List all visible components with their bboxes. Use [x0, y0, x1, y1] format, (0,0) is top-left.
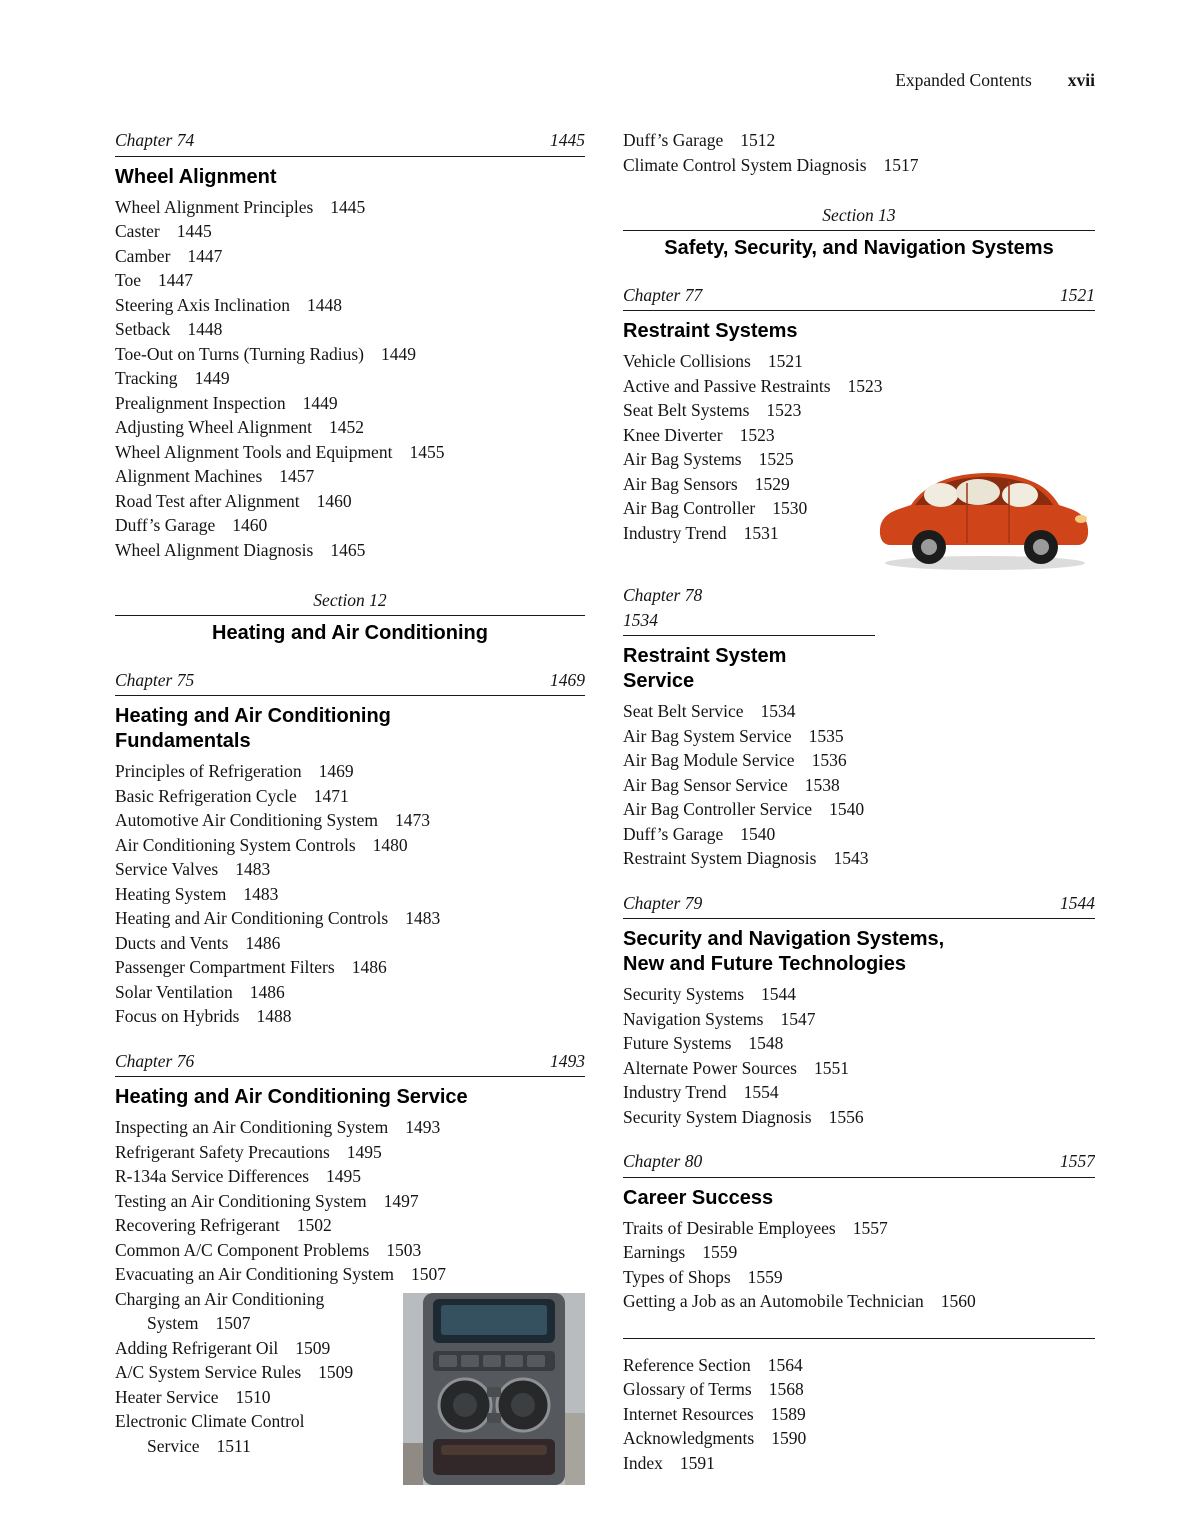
entry-page-number: 1447	[187, 245, 223, 266]
chapter-header	[623, 1149, 1095, 1178]
entry-title: Electronic Climate Control	[115, 1411, 305, 1431]
entry-page-number: 1483	[405, 908, 441, 928]
entry-page-number: 1507	[411, 1264, 447, 1284]
entry-page-number: 1460	[232, 515, 268, 535]
toc-entry	[115, 759, 585, 784]
chapter-title	[115, 704, 585, 754]
entry-page-number: 1512	[740, 130, 776, 150]
entry-title: Service Valves	[115, 859, 219, 879]
entry-page-number: 1557	[852, 1217, 888, 1238]
entry-title: Passenger Compartment Filters	[115, 957, 335, 977]
toc-entry	[115, 415, 585, 440]
toc-entry	[115, 317, 585, 342]
toc-entry	[623, 982, 1095, 1007]
entry-title: Principles of Refrigeration	[115, 761, 302, 781]
entry-title: Alternate Power Sources	[623, 1057, 797, 1078]
entry-title: Solar Ventilation	[115, 981, 233, 1002]
toc-entry-group	[115, 195, 585, 563]
entry-title: Camber	[115, 245, 171, 266]
entry-title: Duff’s Garage	[115, 515, 216, 535]
entry-page-number: 1559	[702, 1242, 738, 1262]
section-header	[115, 588, 585, 646]
entry-title: Air Bag Sensors	[623, 473, 738, 494]
entry-page-number: 1564	[767, 1354, 803, 1375]
toc-entry	[115, 1213, 585, 1238]
entry-title: Internet Resources	[623, 1403, 754, 1424]
toc-entry	[115, 1238, 585, 1263]
chapter-page-number: 1557	[1060, 1151, 1095, 1171]
chapter-title-line: New and Future Technologies	[623, 953, 906, 975]
entry-title: Security Systems	[623, 984, 745, 1004]
airbag-suv-illustration	[875, 457, 1095, 575]
entry-title: Adding Refrigerant Oil	[115, 1337, 279, 1358]
toc-entry	[115, 1140, 585, 1165]
section-label: Section 13	[822, 205, 896, 225]
chapter-header	[623, 891, 1095, 920]
entry-page-number: 1543	[833, 848, 869, 868]
entry-page-number: 1547	[780, 1008, 816, 1029]
toc-entry	[623, 1353, 1095, 1378]
entry-page-number: 1540	[829, 799, 865, 819]
entry-page-number: 1509	[318, 1362, 354, 1382]
entry-title: Caster	[115, 221, 160, 241]
toc-entry	[623, 398, 1095, 423]
entry-title: Recovering Refrigerant	[115, 1215, 280, 1235]
toc-entry	[623, 699, 1095, 724]
chapter-title	[115, 165, 585, 190]
entry-title: Inspecting an Air Conditioning System	[115, 1117, 389, 1137]
toc-entry	[623, 1377, 1095, 1402]
toc-entry	[115, 906, 585, 931]
entry-title: Air Bag Controller Service	[623, 799, 813, 819]
chapter-title-line: Heating and Air Conditioning	[115, 705, 391, 727]
entry-page-number: 1529	[754, 473, 790, 494]
entry-title: Adjusting Wheel Alignment	[115, 417, 313, 437]
section-title: Heating and Air Conditioning	[212, 621, 488, 644]
section-title: Safety, Security, and Navigation Systems	[664, 236, 1054, 259]
entry-page-number: 1488	[256, 1006, 292, 1026]
entry-page-number: 1503	[386, 1239, 422, 1260]
toc-entry	[623, 1240, 1095, 1265]
entry-page-number: 1449	[302, 392, 338, 413]
entry-page-number: 1448	[306, 294, 342, 315]
toc-entry	[115, 219, 585, 244]
entry-title: Air Bag Controller	[623, 498, 756, 518]
toc-entry	[115, 784, 585, 809]
toc-entry	[115, 391, 585, 416]
entry-title: Seat Belt Service	[623, 701, 744, 721]
toc-entry	[623, 128, 1095, 153]
entry-title: Air Bag Systems	[623, 449, 742, 469]
entry-title: Glossary of Terms	[623, 1379, 752, 1399]
entry-title: Charging an Air Conditioning	[115, 1288, 325, 1309]
entry-title: Evacuating an Air Conditioning System	[115, 1264, 395, 1284]
entry-title: Getting a Job as an Automobile Technician	[623, 1291, 924, 1311]
toc-entry	[623, 1216, 1095, 1241]
chapter-page-number: 1445	[550, 130, 585, 150]
entry-title: Tracking	[115, 368, 178, 388]
entry-page-number: 1497	[383, 1190, 419, 1211]
toc-entry	[115, 489, 585, 514]
entry-title: Testing an Air Conditioning System	[115, 1190, 367, 1211]
toc-entry	[115, 955, 585, 980]
entry-title: Focus on Hybrids	[115, 1006, 240, 1026]
chapter-page-number: 1521	[1060, 284, 1095, 305]
entry-page-number: 1591	[679, 1452, 715, 1473]
entry-page-number: 1511	[216, 1435, 251, 1456]
entry-title: Steering Axis Inclination	[115, 294, 290, 315]
section-label: Section 12	[313, 590, 387, 610]
entry-page-number: 1531	[743, 522, 779, 543]
toc-entry	[623, 797, 1095, 822]
chapter-title	[115, 1085, 585, 1110]
toc-entry	[115, 268, 585, 293]
entry-title: Seat Belt Systems	[623, 400, 750, 420]
entry-page-number: 1502	[296, 1215, 332, 1235]
entry-title: Air Bag Module Service	[623, 750, 795, 770]
airbag-deployed-suv-photo	[875, 457, 1095, 575]
entry-title: Duff’s Garage	[623, 823, 724, 844]
chapter-header	[115, 668, 585, 697]
entry-page-number: 1568	[768, 1379, 804, 1399]
toc-entry-group	[623, 1353, 1095, 1476]
entry-title: Active and Passive Restraints	[623, 375, 831, 396]
entry-page-number: 1471	[313, 785, 349, 806]
entry-title: Automotive Air Conditioning System	[115, 810, 378, 830]
entry-page-number: 1448	[187, 319, 223, 339]
entry-title: Industry Trend	[623, 1082, 727, 1102]
section-header	[623, 203, 1095, 261]
toc-entry	[115, 882, 585, 907]
toc-entry	[115, 1115, 585, 1140]
toc-entry	[623, 1402, 1095, 1427]
entry-page-number: 1589	[770, 1403, 806, 1424]
entry-page-number: 1521	[767, 351, 803, 371]
entry-page-number: 1560	[940, 1291, 976, 1311]
chapter-title-line: Restraint Systems	[623, 320, 798, 342]
entry-page-number: 1523	[739, 424, 775, 445]
entry-page-number: 1469	[318, 761, 354, 781]
entry-title: Navigation Systems	[623, 1008, 764, 1029]
chapter-label: Chapter 78	[623, 585, 703, 605]
toc-entry	[623, 1426, 1095, 1451]
entry-page-number: 1445	[176, 221, 212, 241]
chapter-label: Chapter 79	[623, 892, 703, 913]
entry-page-number: 1493	[405, 1117, 441, 1137]
entry-title: Common A/C Component Problems	[115, 1239, 370, 1260]
toc-entry	[623, 1289, 1095, 1314]
entry-page-number: 1509	[295, 1337, 331, 1358]
entry-page-number: 1548	[748, 1033, 784, 1053]
entry-title: Security System Diagnosis	[623, 1106, 812, 1127]
toc-entry	[623, 724, 1095, 749]
toc-entry	[623, 846, 1095, 871]
entry-page-number: 1556	[828, 1106, 864, 1127]
entry-title: Climate Control System Diagnosis	[623, 154, 867, 175]
toc-entry-group	[115, 1115, 585, 1287]
toc-entry	[115, 293, 585, 318]
chapter-header	[115, 1049, 585, 1078]
entry-title: Road Test after Alignment	[115, 490, 300, 511]
entry-title: Restraint System Diagnosis	[623, 848, 817, 868]
entry-title: System	[147, 1313, 199, 1333]
entry-title: R-134a Service Differences	[115, 1166, 310, 1186]
toc-entry	[623, 748, 1095, 773]
entry-title: Alignment Machines	[115, 466, 263, 486]
entry-title: Acknowledgments	[623, 1428, 755, 1448]
entry-title: Vehicle Collisions	[623, 351, 751, 371]
entry-title: Toe	[115, 270, 141, 290]
toc-entry-group	[623, 982, 1095, 1129]
toc-entry	[623, 1007, 1095, 1032]
chapter-page-number: 1493	[550, 1050, 585, 1071]
chapter-label: Chapter 80	[623, 1151, 703, 1171]
toc-entry	[115, 195, 585, 220]
entry-title: Prealignment Inspection	[115, 392, 286, 413]
entry-page-number: 1495	[326, 1166, 362, 1186]
entry-title: Types of Shops	[623, 1266, 731, 1287]
entry-title: Air Bag System Service	[623, 725, 792, 746]
toc-entry	[623, 1105, 1095, 1130]
chapter-title	[623, 1186, 1095, 1211]
entry-title: Index	[623, 1452, 663, 1473]
toc-entry	[623, 423, 1095, 448]
entry-page-number: 1523	[847, 375, 883, 396]
entry-page-number: 1590	[771, 1428, 807, 1448]
entry-title: Toe-Out on Turns (Turning Radius)	[115, 343, 364, 364]
toc-entry	[115, 857, 585, 882]
chapter-page-number: 1544	[1060, 892, 1095, 913]
toc-entry	[623, 1265, 1095, 1290]
header-title: Expanded Contents	[895, 70, 1032, 90]
toc-entry	[115, 1262, 585, 1287]
entry-title: Heating System	[115, 883, 227, 904]
chapter-header	[115, 128, 585, 157]
entry-title: A/C System Service Rules	[115, 1362, 302, 1382]
toc-entry	[115, 833, 585, 858]
entry-page-number: 1473	[395, 810, 430, 830]
section-divider	[623, 230, 1095, 231]
entry-page-number: 1507	[215, 1313, 251, 1333]
toc-entry-group	[623, 699, 1095, 871]
chapter-title-line: Security and Navigation Systems,	[623, 928, 945, 950]
entry-page-number: 1538	[804, 774, 840, 795]
entry-title: Basic Refrigeration Cycle	[115, 785, 297, 806]
entry-page-number: 1559	[747, 1266, 783, 1287]
entry-title: Traits of Desirable Employees	[623, 1217, 836, 1238]
entry-page-number: 1540	[740, 823, 776, 844]
toc-entry	[115, 464, 585, 489]
section-divider	[115, 615, 585, 616]
chapter-label: Chapter 77	[623, 284, 703, 305]
toc-entry	[115, 1189, 585, 1214]
chapter-title-line: Restraint System	[623, 645, 787, 667]
toc-entry	[623, 349, 1095, 374]
entry-title: Service	[147, 1435, 200, 1456]
entry-title: Heating and Air Conditioning Controls	[115, 908, 389, 928]
chapter-title-line: Heating and Air Conditioning Service	[115, 1086, 468, 1108]
chapter-title	[623, 644, 1095, 694]
chapter-label: Chapter 75	[115, 669, 195, 690]
entry-title: Ducts and Vents	[115, 932, 229, 953]
toc-entry	[115, 342, 585, 367]
toc-entry	[623, 822, 1095, 847]
entry-title: Industry Trend	[623, 522, 727, 543]
entry-title: Wheel Alignment Tools and Equipment	[115, 441, 393, 462]
entry-page-number: 1551	[813, 1057, 849, 1078]
chapter-page-number: 1534	[623, 609, 658, 630]
toc-entry	[115, 1004, 585, 1029]
toc-entry-group	[623, 349, 1095, 447]
toc-entry-group	[623, 1216, 1095, 1314]
entry-page-number: 1452	[329, 417, 365, 437]
entry-title: Future Systems	[623, 1033, 732, 1053]
chapter-page-number: 1469	[550, 669, 585, 690]
entry-page-number: 1554	[743, 1082, 779, 1102]
toc-entry	[115, 931, 585, 956]
chapter-title-line: Service	[623, 670, 695, 692]
climate-control-console-photo	[403, 1293, 585, 1485]
entry-page-number: 1495	[346, 1141, 382, 1162]
running-header	[895, 70, 1095, 91]
column-left	[115, 128, 585, 1493]
entry-page-number: 1486	[351, 957, 387, 977]
entry-page-number: 1486	[245, 932, 281, 953]
entry-title: Air Bag Sensor Service	[623, 774, 788, 795]
toc-entry	[115, 980, 585, 1005]
header-page-number: xvii	[1067, 70, 1095, 90]
toc-entry-group	[115, 759, 585, 1029]
toc-entry	[623, 153, 1095, 178]
toc-entry	[115, 244, 585, 269]
toc-entry	[623, 1080, 1095, 1105]
entry-title: Wheel Alignment Principles	[115, 196, 314, 217]
entry-page-number: 1530	[772, 498, 808, 518]
chapter-label: Chapter 76	[115, 1050, 195, 1071]
entry-page-number: 1483	[243, 883, 279, 904]
chapter-header	[623, 583, 875, 636]
chapter-title-line: Fundamentals	[115, 730, 251, 752]
chapter-title	[623, 927, 1095, 977]
toc-entry	[115, 1164, 585, 1189]
toc-entry	[115, 366, 585, 391]
chapter-title-line: Career Success	[623, 1186, 774, 1209]
entry-page-number: 1523	[766, 400, 802, 420]
toc-entry	[115, 513, 585, 538]
climate-console-illustration	[403, 1293, 585, 1485]
toc-entry	[623, 1031, 1095, 1056]
entry-title: Reference Section	[623, 1354, 751, 1375]
entry-page-number: 1517	[883, 154, 919, 175]
entry-title: Earnings	[623, 1242, 686, 1262]
column-right	[623, 128, 1095, 1475]
chapter-title-line: Wheel Alignment	[115, 165, 277, 188]
back-matter-divider	[623, 1338, 1095, 1339]
entry-page-number: 1483	[235, 859, 271, 879]
chapter-title	[623, 319, 1095, 344]
entry-page-number: 1510	[235, 1386, 271, 1407]
entry-page-number: 1534	[760, 701, 796, 721]
chapter-label: Chapter 74	[115, 130, 195, 150]
toc-entry	[115, 808, 585, 833]
entry-page-number: 1449	[381, 343, 416, 364]
entry-page-number: 1535	[808, 725, 844, 746]
entry-page-number: 1445	[330, 196, 366, 217]
toc-entry-group	[623, 128, 1095, 177]
entry-page-number: 1536	[811, 750, 847, 770]
entry-page-number: 1465	[330, 539, 366, 560]
entry-page-number: 1544	[761, 984, 797, 1004]
toc-entry	[115, 538, 585, 563]
entry-title: Refrigerant Safety Precautions	[115, 1141, 330, 1162]
toc-entry	[115, 440, 585, 465]
entry-title: Duff’s Garage	[623, 130, 724, 150]
entry-page-number: 1449	[194, 368, 230, 388]
toc-entry	[623, 1056, 1095, 1081]
entry-page-number: 1457	[279, 466, 315, 486]
entry-title: Knee Diverter	[623, 424, 723, 445]
entry-title: Air Conditioning System Controls	[115, 834, 356, 855]
toc-entry	[623, 374, 1095, 399]
entry-page-number: 1480	[372, 834, 408, 855]
entry-page-number: 1447	[158, 270, 193, 290]
entry-title: Wheel Alignment Diagnosis	[115, 539, 314, 560]
entry-page-number: 1460	[316, 490, 352, 511]
entry-page-number: 1455	[409, 441, 445, 462]
entry-title: Heater Service	[115, 1386, 219, 1407]
chapter-header	[623, 283, 1095, 312]
entry-title: Setback	[115, 319, 171, 339]
toc-entry	[623, 773, 1095, 798]
entry-page-number: 1486	[249, 981, 285, 1002]
entry-page-number: 1525	[758, 449, 794, 469]
toc-entry	[623, 1451, 1095, 1476]
